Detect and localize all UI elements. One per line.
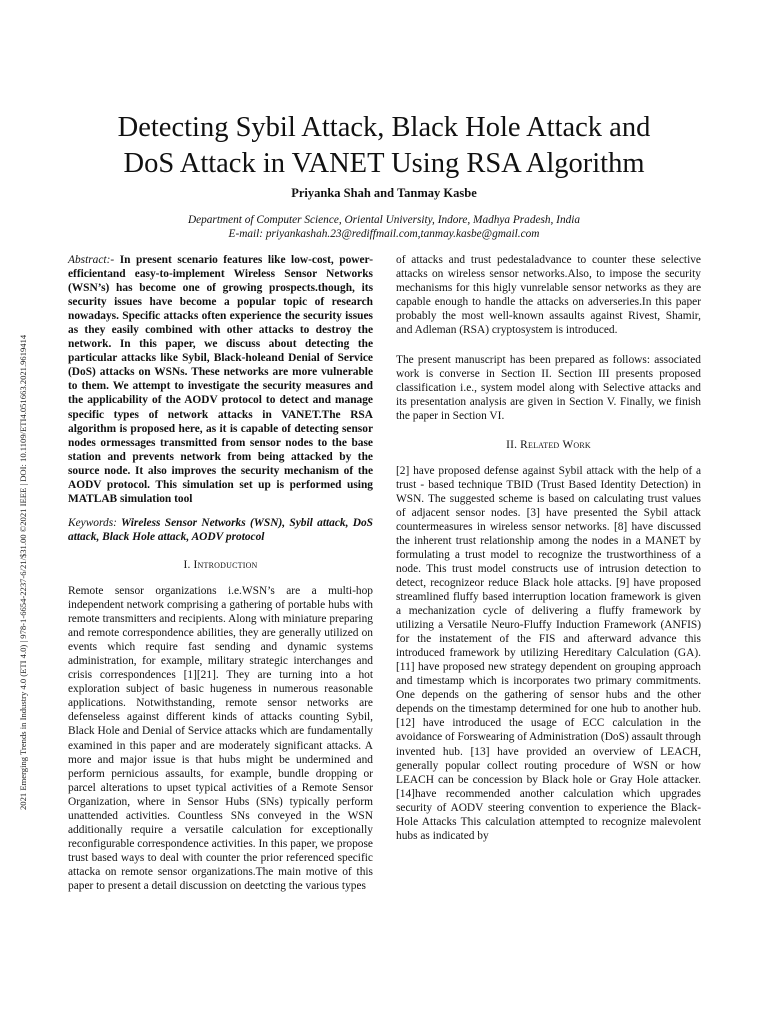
section-heading-introduction (68, 558, 373, 572)
keywords-text: Wireless Sensor Networks (WSN), Sybil attack, DoS attack, Black Hole attack, AODV protocol (68, 516, 373, 543)
affiliation-line: Department of Computer Science, Oriental University, Indore, Madhya Pradesh, India (187, 214, 581, 226)
section-heading-rest: ntroduction (197, 558, 258, 571)
section-heading-initial: I (193, 558, 198, 571)
abstract-text: In present scenario features like low-cost, power-efficientand easy-to-implement Wireless Sensor Networks (WSN’s) has become one of growing prospects.though, its security issues have become a popular topic of research nowadays. Specific attacks often experience the security issues as they easily combined with other attacks to destroy the network. In this paper, we discuss about detecting the particular attacks like Sybil, Black-holeand Denial of Service (DoS) attacks on WSNs. These networks are more vulnerable to them. We attempt to investigate the security measures and the applicability of the AODV protocol to detect and manage specific types of network attacks in VANET.The RSA algorithm is proposed here, as it is capable of detecting sensor nodes ormessages transmitted from sensor nodes to the base station and prevents network from being attacked by the source node. It also improves the security mechanism of the AODV protocol. This simulation set up is performed using MATLAB simulation tool (68, 254, 373, 505)
section-number: I. (183, 558, 194, 571)
ieee-citation-sidebar: 2021 Emerging Trends in Industry 4.0 (ETI 4.0) | 978-1-6654-2237-6/21/$31.00 ©2021 IEEE | DOI: 10.1109/ETI4.051663.2021.9619414 (18, 334, 28, 810)
section-heading-part: elated (527, 438, 563, 451)
keywords (68, 516, 373, 544)
email-line: E-mail: priyankashah.23@rediffmail.com,tanmay.kasbe@gmail.com (228, 228, 540, 240)
right-column (396, 253, 701, 843)
section-heading-initial: R (520, 438, 528, 451)
author-affiliation (60, 213, 708, 241)
abstract-label: Abstract:- (68, 254, 115, 266)
paper-outline-paragraph: The present manuscript has been prepared as follows: associated work is converse in Section II. Section III presents proposed classification i.e., system model along with Selective attacks and its presentation analysis are given in Section V. Finally, we finish the paper in Section VI. (396, 354, 701, 423)
left-column (68, 253, 373, 893)
section-heading-initial-2: W (562, 438, 574, 451)
keywords-label: Keywords: (68, 516, 117, 529)
section-heading-rest: ork (573, 438, 591, 451)
title-line-1: Detecting Sybil Attack, Black Hole Attack and (117, 112, 651, 143)
section-heading-related-work (396, 438, 701, 452)
abstract (68, 253, 373, 506)
paper-authors: Priyanka Shah and Tanmay Kasbe (291, 186, 477, 200)
intro-continuation-paragraph: of attacks and trust pedestaladvance to counter these selective attacks on wireless sensor networks.Also, to impose the security mechanisms for this higly vunrelable sensor networks as they are capable enough to handle the attacks on adverseries.In this paper probably the most well-known assaults against Rivest, Shamir, and Adleman (RSA) cryptosystem is introduced. (396, 254, 701, 337)
related-work-paragraph: [2] have proposed defense against Sybil attack with the help of a trust - based technique TBID (Trust Based Identity Detection) in WSN. The suggested scheme is based on calculating trust values of adjacent sensor nodes. [3] have presented the Sybil attack countermeasures in wireless sensor networks. [8] have discussed the inherent trust relationship among the nodes in a MANET by formulating a trust model to recognize the trustworthiness of a node. This trust model constructs use of intrusion detection to detect, recognizeor reduce Black hole attacks. [9] have proposed streamlined fluffy based interruption location framework is given a mechanization cycle of delivering a fluffy framework by utilizing a Versatile Neuro-Fluffy Induction Framework (ANFIS) for the instatement of the FIS and afterward advance this introduced framework by utilizing Hereditary Calculation (GA). [11] have proposed new strategy dependent on grouping approach and timestamp which is incorporates two primary commitments. One depends on the gathering of sensor hubs and the other depends on the timestamp determined for one hub to another hub. [12] have introduced the usage of ECC calculation in the avoidance of Forswearing of Administration (DoS) assault through invented hub. [13] have provided an overview of LEACH, generally popular collect routing procedure of WSN or how LEACH can be concession by Black hole or Gray Hole attacker. [14]have recommended another calculation which upgrades security of AODV steering convention to experience the Black-Hole Attacks This calculation attempted to recognize malevolent hubs as indicated by (396, 464, 701, 842)
introduction-paragraph: Remote sensor organizations i.e.WSN’s are a multi-hop independent network comprising a gathering of portable hubs with remote transmitters and recipients. Along with miniature preparing and remote correspondence abilities, they are generally utilized on events which require fast sending and dynamic systems administration, for example, military strategic interchanges and crisis correspondences [1][21]. They are turning into a hot exploration subject of basic hugeness in numerous reasonable applications. Notwithstanding, remote sensor networks are defenseless against different kinds of attacks counting Sybil, Black Hole and Denial of Service attacks which are fundamentally examined in this paper and are moderately significant attacks. A more and major issue is that hubs might be undermined and perform pernicious assaults, for example, bundle dropping or parcel alterations to upset typical activities of a Remote Sensor Organization, where in Sensor Hubs (SNs) typically perform unattended activities. Countless SNs conveyed in the WSN additionally require a versatile calculation for exceptionally reconfigurable correspondence activities. In this paper, we propose trust based ways to deal with counter the prior referenced specific attacka on remote sensor organizations.The main motive of this paper to present a detail discussion on deetcting the various types (68, 584, 373, 892)
title-line-2: DoS Attack in VANET Using RSA Algorithm (123, 148, 645, 179)
paper-title (60, 110, 708, 182)
section-number: II. (506, 438, 521, 451)
